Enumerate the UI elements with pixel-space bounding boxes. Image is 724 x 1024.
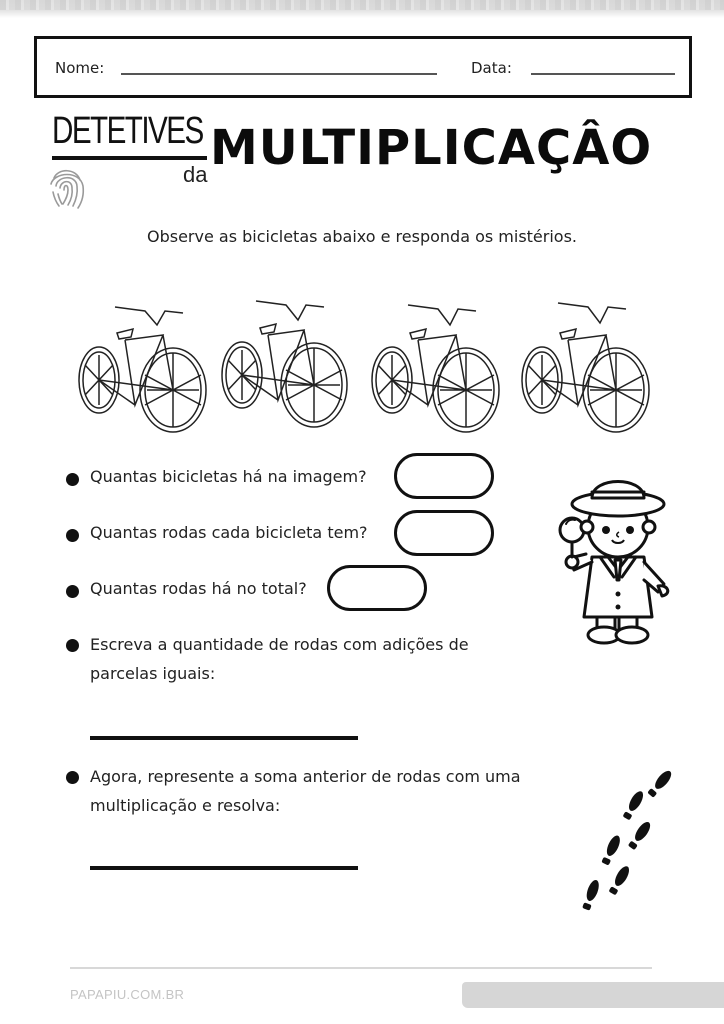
- bicycle-icon: [75, 295, 210, 435]
- title-prefix: DETETIVES: [52, 110, 203, 152]
- date-label: Data:: [471, 59, 512, 77]
- decorative-brush-bottom: [462, 982, 724, 1008]
- answer-box-bicycles[interactable]: [394, 453, 494, 499]
- name-field[interactable]: [121, 73, 437, 75]
- bullet-icon: [66, 771, 79, 784]
- answer-line-multiplication[interactable]: [90, 866, 358, 870]
- question-text: Quantas rodas cada bicicleta tem?: [90, 523, 368, 542]
- bicycle-icon: [520, 295, 655, 435]
- question-text-line1: Agora, represente a soma anterior de rodas com uma: [90, 767, 521, 786]
- footer-divider: [70, 967, 652, 969]
- title-main: MULTIPLICAÇÂO: [210, 120, 653, 176]
- question-text: Quantas rodas há no total?: [90, 579, 307, 598]
- bicycle-icon: [370, 295, 505, 435]
- question-text: [90, 762, 540, 820]
- footprints-icon: [570, 768, 680, 918]
- footer-brand: PAPAPIU.COM.BR: [70, 987, 185, 1002]
- detective-boy-icon: [552, 462, 682, 652]
- fingerprint-icon: [46, 164, 90, 210]
- question-text: [90, 630, 540, 688]
- bullet-icon: [66, 529, 79, 542]
- instruction-text: Observe as bicicletas abaixo e responda os mistérios.: [146, 227, 578, 246]
- bullet-icon: [66, 585, 79, 598]
- answer-box-total-wheels[interactable]: [327, 565, 427, 611]
- title-connector: da: [183, 162, 208, 187]
- question-text-line2: parcelas iguais:: [90, 664, 216, 683]
- answer-line-addition[interactable]: [90, 736, 358, 740]
- question-text-line2: multiplicação e resolva:: [90, 796, 281, 815]
- bullet-icon: [66, 473, 79, 486]
- title-prefix-block: [52, 110, 208, 187]
- bicycle-icon: [218, 295, 353, 435]
- title-underline: [52, 156, 207, 160]
- name-label: Nome:: [55, 59, 105, 77]
- date-field[interactable]: [531, 73, 675, 75]
- bullet-icon: [66, 639, 79, 652]
- bicycles-illustration: [75, 295, 655, 435]
- question-text-line1: Escreva a quantidade de rodas com adições de: [90, 635, 469, 654]
- answer-box-wheels-per-bike[interactable]: [394, 510, 494, 556]
- student-info-box: [34, 36, 692, 98]
- decorative-brush-top: [0, 0, 724, 18]
- question-text: Quantas bicicletas há na imagem?: [90, 467, 367, 486]
